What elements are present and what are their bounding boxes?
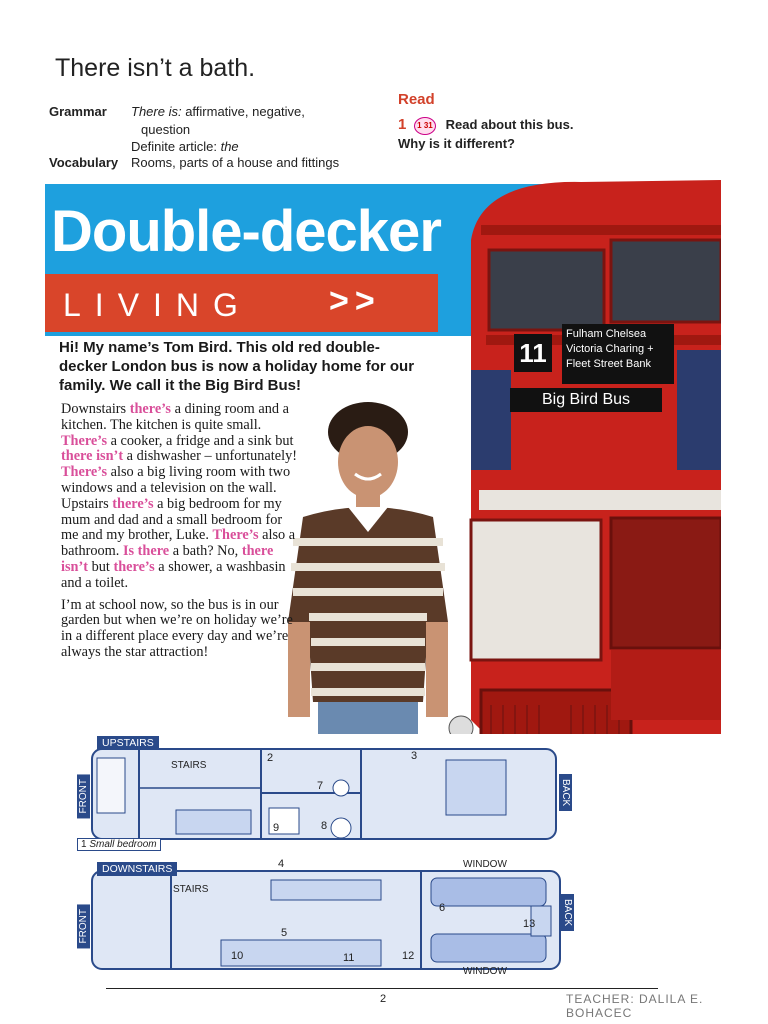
back-label: BACK (559, 774, 572, 811)
article-intro: Hi! My name’s Tom Bird. This old red double-decker London bus is now a holiday home for our family. We call it the Big Bird Bus! (59, 339, 415, 394)
bus-route-number: 11 (514, 334, 552, 372)
plan-number: 12 (402, 950, 415, 962)
stairs-label: STAIRS (171, 760, 207, 771)
plan-number: 4 (278, 858, 285, 870)
cd-track-icon: 1 31 (414, 117, 436, 135)
plan-number: 10 (231, 950, 244, 962)
small-bedroom-label: 1 Small bedroom (77, 838, 161, 851)
textbook-page (45, 44, 721, 974)
bus-photo (431, 180, 721, 820)
downstairs-plan (91, 870, 561, 970)
plan-number: 11 (343, 952, 355, 964)
bus-destination-blind (510, 322, 720, 422)
article-body (61, 402, 301, 661)
read-heading: Read (398, 91, 435, 108)
plan-number: 8 (321, 820, 328, 832)
page-number: 2 (380, 993, 387, 1005)
plan-number: 13 (523, 918, 536, 930)
read-question: Why is it different? (398, 136, 515, 151)
teacher-credit: TEACHER: DALILA E. BOHACEC (566, 992, 704, 1020)
upstairs-label: UPSTAIRS (97, 736, 159, 750)
floor-plan (45, 734, 721, 974)
article-title: Double-decker (51, 199, 441, 264)
footer-rule (106, 988, 658, 989)
lesson-header: There isn’t a bath. Grammar There is: affirmative, negative, question Definite article: the Vocabulary Rooms, parts of a house and fittings Read 1 1 31 Read about this bus. Why is it different? (45, 44, 721, 186)
plan-number: 6 (439, 902, 446, 914)
plan-number: 2 (267, 752, 274, 764)
window-label: WINDOW (463, 859, 507, 870)
lesson-title: There isn’t a bath. (55, 54, 256, 82)
front-label: FRONT (77, 904, 90, 948)
window-label: WINDOW (463, 966, 507, 974)
bus-name-sign: Big Bird Bus (510, 388, 662, 412)
bus-destination-line: Fleet Street Bank (566, 358, 651, 370)
front-label: FRONT (77, 774, 90, 818)
paragraph-2: I’m at school now, so the bus is in our garden but when we’re on holiday we’re in a different place every day and we’re always the star attraction! (61, 596, 293, 660)
plan-number: 7 (317, 780, 324, 792)
plan-number: 9 (273, 822, 280, 834)
plan-number: 3 (411, 750, 418, 762)
arrows-graphic: >> (329, 282, 381, 320)
paragraph-1: Downstairs there’s a dining room and a kitchen. The kitchen is quite small. There’s a cooker, a fridge and a sink but there isn’t a dishwasher – unfortunately! There’s also a big living room with two windows and a television on the wall. Upstairs there’s a big bedroom for my mum and dad and a small bedroom for me and my brother, Luke. There’s also a bathroom. Is there a bath? No, there isn’t but there’s a shower, a washbasin and a toilet. (61, 401, 297, 591)
grammar-label: Grammar (49, 104, 107, 119)
vocabulary-label: Vocabulary (49, 155, 119, 170)
downstairs-label: DOWNSTAIRS (97, 862, 177, 876)
read-exercise: 1 1 31 Read about this bus. (398, 116, 574, 133)
back-label: BACK (561, 894, 574, 931)
article-subtitle: LIVING (63, 287, 252, 323)
plan-number: 5 (281, 927, 288, 939)
bus-destination-line: Victoria Charing + (566, 343, 654, 355)
stairs-label: STAIRS (173, 884, 209, 895)
bus-destination-line: Fulham Chelsea (566, 328, 647, 340)
